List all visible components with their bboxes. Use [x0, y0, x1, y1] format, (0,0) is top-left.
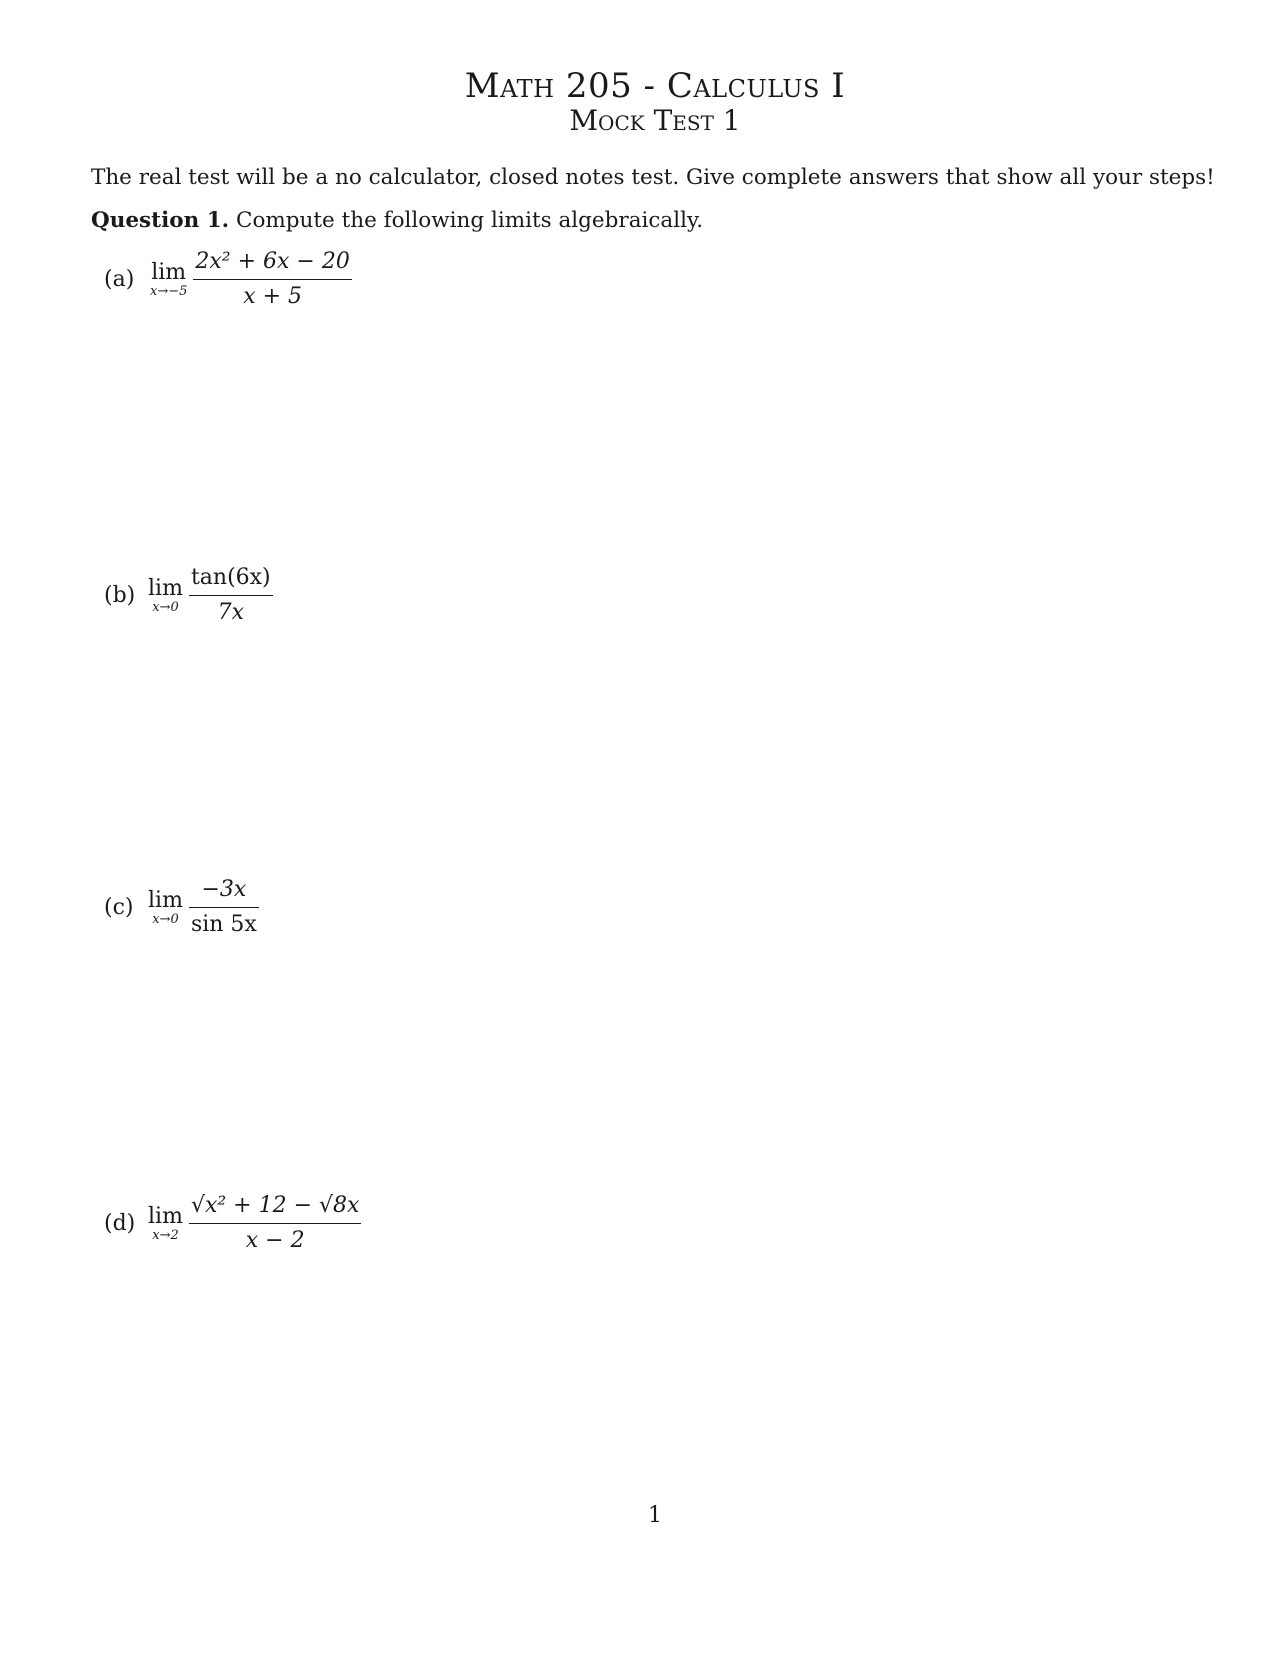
lim-word: lim — [151, 259, 187, 285]
fraction — [189, 1193, 362, 1254]
fraction — [189, 877, 259, 938]
limit-operator — [148, 889, 183, 927]
part-label: (d) — [104, 1211, 136, 1236]
lim-word: lim — [148, 575, 183, 601]
denominator: sin 5x — [189, 907, 259, 938]
question-heading — [91, 206, 703, 236]
numerator: −3x — [201, 877, 247, 902]
limit-part-c — [104, 877, 259, 938]
lim-subscript: x→0 — [152, 911, 179, 927]
limit-part-b — [104, 565, 273, 626]
intro-text: The real test will be a no calculator, closed notes test. Give complete answers that show all your steps! — [91, 165, 1215, 190]
fraction — [189, 565, 273, 626]
denominator: x − 2 — [189, 1223, 362, 1254]
limit-operator — [148, 577, 183, 615]
denominator: 7x — [189, 595, 273, 626]
numerator: 2x² + 6x − 20 — [195, 249, 350, 274]
limit-operator — [150, 261, 187, 299]
question-text: Compute the following limits algebraically. — [236, 208, 704, 233]
lim-subscript: x→2 — [152, 1227, 179, 1243]
page-title: Math 205 - Calculus I — [464, 66, 846, 106]
page-subtitle: Mock Test 1 — [569, 104, 741, 137]
lim-word: lim — [148, 1203, 183, 1229]
limit-part-a — [104, 249, 352, 310]
part-label: (c) — [104, 895, 134, 920]
question-label: Question 1. — [91, 208, 230, 233]
numerator: tan(6x) — [190, 565, 271, 590]
lim-subscript: x→−5 — [150, 283, 188, 299]
limit-part-d — [104, 1193, 361, 1254]
denominator: x + 5 — [193, 279, 351, 310]
lim-word: lim — [148, 887, 183, 913]
part-label: (a) — [104, 267, 135, 292]
numerator: √x² + 12 − √8x — [190, 1193, 360, 1218]
limit-operator — [148, 1205, 183, 1243]
lim-subscript: x→0 — [152, 599, 179, 615]
fraction — [193, 249, 351, 310]
page-number: 1 — [648, 1503, 662, 1528]
part-label: (b) — [104, 583, 136, 608]
